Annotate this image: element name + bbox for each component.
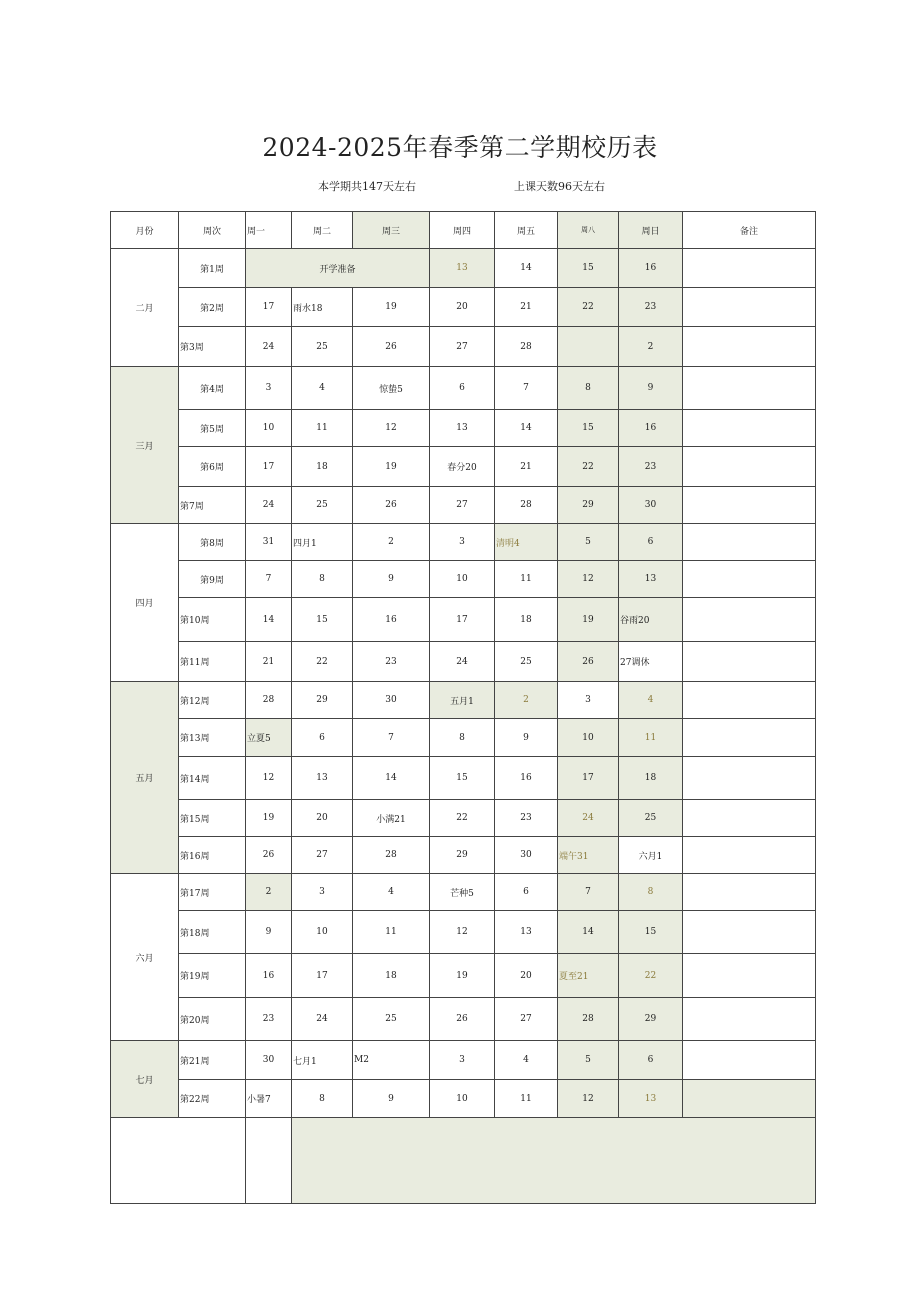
day-cell: 26	[246, 837, 292, 874]
day-cell: 2	[353, 524, 430, 561]
day-cell: 17	[430, 598, 495, 642]
month-jun: 六月	[111, 874, 179, 1041]
day-cell: 17	[246, 447, 292, 487]
day-cell: 28	[558, 998, 619, 1041]
note-cell	[683, 524, 816, 561]
day-cell: 3	[430, 524, 495, 561]
header-mon: 周一	[246, 212, 292, 249]
day-cell: 2	[246, 874, 292, 911]
table-row	[111, 1080, 816, 1118]
header-fri: 周五	[495, 212, 558, 249]
table-row	[111, 447, 816, 487]
footer-blank-cell	[246, 1118, 292, 1204]
day-cell: 清明4	[495, 524, 558, 561]
day-cell: 21	[495, 288, 558, 327]
day-cell: 25	[495, 642, 558, 682]
day-cell: 11	[495, 1080, 558, 1118]
day-cell: 12	[430, 911, 495, 954]
day-cell: 31	[246, 524, 292, 561]
day-cell: 七月1	[292, 1041, 353, 1080]
day-cell: 8	[619, 874, 683, 911]
day-cell: 雨水18	[292, 288, 353, 327]
day-cell: 5	[558, 524, 619, 561]
day-cell: 30	[495, 837, 558, 874]
day-cell: 11	[619, 719, 683, 757]
day-cell: 10	[558, 719, 619, 757]
day-cell: 15	[292, 598, 353, 642]
header-notes: 备注	[683, 212, 816, 249]
day-cell: 3	[558, 682, 619, 719]
day-cell: 25	[619, 800, 683, 837]
week-label: 第20周	[179, 998, 246, 1041]
month-apr: 四月	[111, 524, 179, 682]
day-cell: 21	[246, 642, 292, 682]
table-row	[111, 598, 816, 642]
total-days-text: 本学期共147天左右	[318, 180, 416, 193]
header-week: 周次	[179, 212, 246, 249]
day-cell: 3	[430, 1041, 495, 1080]
day-cell: 8	[430, 719, 495, 757]
day-cell: 13	[619, 561, 683, 598]
day-cell: 小暑7	[246, 1080, 292, 1118]
note-cell	[683, 327, 816, 367]
table-row	[111, 757, 816, 800]
day-cell: 10	[430, 1080, 495, 1118]
day-cell: 15	[430, 757, 495, 800]
day-cell: 18	[619, 757, 683, 800]
table-row	[111, 719, 816, 757]
day-cell: 端午31	[558, 837, 619, 874]
day-cell: 25	[292, 327, 353, 367]
day-cell: 8	[558, 367, 619, 410]
note-cell	[683, 837, 816, 874]
note-cell	[683, 998, 816, 1041]
week-label: 第5周	[179, 410, 246, 447]
day-cell: 18	[292, 447, 353, 487]
day-cell: 22	[558, 447, 619, 487]
note-cell	[683, 249, 816, 288]
table-row	[111, 367, 816, 410]
week-label: 第1周	[179, 249, 246, 288]
week-label: 第3周	[179, 327, 246, 367]
table-row	[111, 249, 816, 288]
day-cell: 4	[495, 1041, 558, 1080]
day-cell: 16	[353, 598, 430, 642]
day-cell: 13	[292, 757, 353, 800]
table-row	[111, 911, 816, 954]
table-row	[111, 487, 816, 524]
week-label: 第18周	[179, 911, 246, 954]
day-cell	[558, 327, 619, 367]
note-cell	[683, 598, 816, 642]
day-cell: 12	[353, 410, 430, 447]
note-cell	[683, 561, 816, 598]
day-cell: 13	[430, 410, 495, 447]
table-row	[111, 682, 816, 719]
footer-row	[111, 1118, 816, 1204]
week-label: 第8周	[179, 524, 246, 561]
day-cell: 20	[292, 800, 353, 837]
day-cell: 13	[495, 911, 558, 954]
header-wed: 周三	[353, 212, 430, 249]
header-sat: 周八	[558, 212, 619, 249]
day-cell: 27调休	[619, 642, 683, 682]
day-cell: 7	[353, 719, 430, 757]
week-label: 第10周	[179, 598, 246, 642]
day-cell: 4	[353, 874, 430, 911]
day-cell: 12	[558, 1080, 619, 1118]
day-cell: 9	[353, 561, 430, 598]
day-cell: 23	[246, 998, 292, 1041]
day-cell: 春分20	[430, 447, 495, 487]
month-may: 五月	[111, 682, 179, 874]
day-cell: 10	[246, 410, 292, 447]
table-row	[111, 524, 816, 561]
header-row	[111, 212, 816, 249]
note-cell	[683, 800, 816, 837]
calendar-table	[110, 211, 816, 1204]
day-cell: 10	[292, 911, 353, 954]
day-cell: 3	[246, 367, 292, 410]
week-label: 第17周	[179, 874, 246, 911]
day-cell: 29	[619, 998, 683, 1041]
week-label: 第21周	[179, 1041, 246, 1080]
day-cell: 13	[430, 249, 495, 288]
day-cell: 28	[246, 682, 292, 719]
day-cell: 27	[430, 327, 495, 367]
day-cell: 14	[353, 757, 430, 800]
day-cell: 9	[495, 719, 558, 757]
day-cell: 24	[430, 642, 495, 682]
month-feb: 二月	[111, 249, 179, 367]
day-cell: 9	[619, 367, 683, 410]
day-cell: 15	[558, 410, 619, 447]
day-cell: 25	[292, 487, 353, 524]
day-cell: 4	[292, 367, 353, 410]
week-label: 第13周	[179, 719, 246, 757]
week-label: 第12周	[179, 682, 246, 719]
note-cell	[683, 1080, 816, 1118]
day-cell: 四月1	[292, 524, 353, 561]
day-cell: 6	[430, 367, 495, 410]
day-cell: 23	[619, 447, 683, 487]
day-cell: 26	[353, 487, 430, 524]
note-cell	[683, 410, 816, 447]
table-row	[111, 327, 816, 367]
day-cell: 22	[558, 288, 619, 327]
day-cell: 16	[246, 954, 292, 998]
table-row	[111, 410, 816, 447]
day-cell: 29	[558, 487, 619, 524]
note-cell	[683, 719, 816, 757]
day-cell: 6	[619, 1041, 683, 1080]
table-row	[111, 561, 816, 598]
week-label: 第19周	[179, 954, 246, 998]
week-label: 第22周	[179, 1080, 246, 1118]
day-cell: 23	[619, 288, 683, 327]
day-cell: 13	[619, 1080, 683, 1118]
day-cell: 7	[558, 874, 619, 911]
day-cell: 11	[495, 561, 558, 598]
day-cell: 10	[430, 561, 495, 598]
day-cell: 9	[246, 911, 292, 954]
table-row	[111, 954, 816, 998]
day-cell: 17	[246, 288, 292, 327]
day-cell: 11	[353, 911, 430, 954]
day-cell: 30	[246, 1041, 292, 1080]
week-label: 第4周	[179, 367, 246, 410]
day-cell: 24	[292, 998, 353, 1041]
day-cell: 29	[430, 837, 495, 874]
day-cell: 21	[495, 447, 558, 487]
day-cell: 小满21	[353, 800, 430, 837]
note-cell	[683, 1041, 816, 1080]
footer-shaded-cell	[292, 1118, 816, 1204]
day-cell: 30	[619, 487, 683, 524]
day-cell: 夏至21	[558, 954, 619, 998]
note-cell	[683, 447, 816, 487]
day-cell: 27	[495, 998, 558, 1041]
day-cell: 惊蛰5	[353, 367, 430, 410]
day-cell: 27	[292, 837, 353, 874]
day-cell: 22	[430, 800, 495, 837]
day-cell: 7	[495, 367, 558, 410]
table-row	[111, 288, 816, 327]
day-cell: 芒种5	[430, 874, 495, 911]
day-cell: 2	[619, 327, 683, 367]
day-cell: 8	[292, 561, 353, 598]
day-cell: 15	[619, 911, 683, 954]
day-cell: 28	[495, 327, 558, 367]
day-cell: 28	[495, 487, 558, 524]
day-cell: 15	[558, 249, 619, 288]
day-cell: 3	[292, 874, 353, 911]
day-cell: 7	[246, 561, 292, 598]
header-month: 月份	[111, 212, 179, 249]
day-cell: 2	[495, 682, 558, 719]
header-sun: 周日	[619, 212, 683, 249]
day-cell: 24	[246, 327, 292, 367]
day-cell: 19	[353, 288, 430, 327]
day-cell: 22	[619, 954, 683, 998]
day-cell: 17	[558, 757, 619, 800]
day-cell: 16	[619, 249, 683, 288]
week-label: 第7周	[179, 487, 246, 524]
day-cell: 28	[353, 837, 430, 874]
footer-blank-cell	[111, 1118, 246, 1204]
note-cell	[683, 487, 816, 524]
day-cell: 23	[353, 642, 430, 682]
class-days-text: 上课天数96天左右	[514, 180, 605, 193]
day-cell: 6	[495, 874, 558, 911]
table-row	[111, 874, 816, 911]
day-cell: 16	[619, 410, 683, 447]
table-row	[111, 998, 816, 1041]
note-cell	[683, 682, 816, 719]
day-cell: 五月1	[430, 682, 495, 719]
day-cell: 6	[292, 719, 353, 757]
week-label: 第14周	[179, 757, 246, 800]
day-cell: 26	[430, 998, 495, 1041]
day-cell: 14	[558, 911, 619, 954]
day-cell: 23	[495, 800, 558, 837]
day-cell: 18	[353, 954, 430, 998]
school-prep-cell: 开学准备	[246, 249, 430, 288]
day-cell: 6	[619, 524, 683, 561]
month-mar: 三月	[111, 367, 179, 524]
note-cell	[683, 288, 816, 327]
day-cell: 25	[353, 998, 430, 1041]
day-cell: 26	[558, 642, 619, 682]
note-cell	[683, 757, 816, 800]
day-cell: 24	[246, 487, 292, 524]
day-cell: 29	[292, 682, 353, 719]
day-cell: 14	[246, 598, 292, 642]
page-title: 2024-2025年春季第二学期校历表	[262, 133, 658, 162]
day-cell: 22	[292, 642, 353, 682]
header-thu: 周四	[430, 212, 495, 249]
day-cell: 19	[558, 598, 619, 642]
day-cell: 26	[353, 327, 430, 367]
day-cell: 19	[246, 800, 292, 837]
day-cell: 19	[353, 447, 430, 487]
note-cell	[683, 874, 816, 911]
day-cell: 8	[292, 1080, 353, 1118]
day-cell: 19	[430, 954, 495, 998]
week-label: 第6周	[179, 447, 246, 487]
day-cell: 16	[495, 757, 558, 800]
day-cell: 27	[430, 487, 495, 524]
month-jul: 七月	[111, 1041, 179, 1118]
table-row	[111, 1041, 816, 1080]
day-cell: 立夏5	[246, 719, 292, 757]
day-cell: 17	[292, 954, 353, 998]
day-cell: 六月1	[619, 837, 683, 874]
day-cell: 20	[495, 954, 558, 998]
week-label: 第9周	[179, 561, 246, 598]
day-cell: 30	[353, 682, 430, 719]
table-row	[111, 837, 816, 874]
day-cell: 18	[495, 598, 558, 642]
note-cell	[683, 367, 816, 410]
day-cell: 12	[558, 561, 619, 598]
note-cell	[683, 911, 816, 954]
day-cell: 20	[430, 288, 495, 327]
day-cell: 谷雨20	[619, 598, 683, 642]
day-cell: 14	[495, 249, 558, 288]
table-row	[111, 800, 816, 837]
day-cell: 24	[558, 800, 619, 837]
day-cell: 14	[495, 410, 558, 447]
day-cell: 12	[246, 757, 292, 800]
header-tue: 周二	[292, 212, 353, 249]
note-cell	[683, 642, 816, 682]
note-cell	[683, 954, 816, 998]
day-cell: 9	[353, 1080, 430, 1118]
day-cell: 4	[619, 682, 683, 719]
week-label: 第2周	[179, 288, 246, 327]
day-cell: M2	[353, 1041, 430, 1080]
week-label: 第15周	[179, 800, 246, 837]
table-row	[111, 642, 816, 682]
day-cell: 11	[292, 410, 353, 447]
day-cell: 5	[558, 1041, 619, 1080]
week-label: 第16周	[179, 837, 246, 874]
week-label: 第11周	[179, 642, 246, 682]
